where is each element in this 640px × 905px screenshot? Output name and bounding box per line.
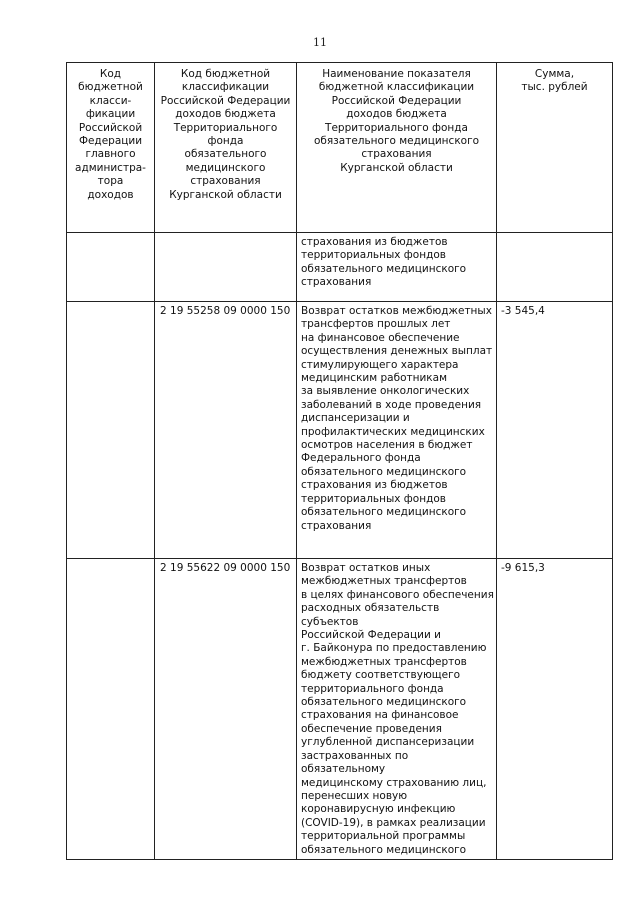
header-budget-code bbox=[155, 63, 297, 233]
header-indicator-name bbox=[297, 63, 497, 233]
indicator-name-cell bbox=[297, 233, 497, 302]
amount: -3 545,4 bbox=[501, 305, 545, 317]
admin-code bbox=[67, 559, 154, 562]
budget-code-cell bbox=[155, 302, 297, 559]
header-admin-code-text: Код бюджетной класси- фикации Российской Федерации главного администра- тора доходов bbox=[75, 68, 146, 201]
table-row bbox=[67, 302, 613, 559]
amount bbox=[497, 233, 612, 236]
budget-code: 2 19 55258 09 0000 150 bbox=[160, 305, 291, 317]
indicator-name: страхования из бюджетов территориальных фондов обязательного медицинского страхования bbox=[301, 236, 467, 289]
indicator-name: Возврат остатков иных межбюджетных трансфертов в целях финансового обеспечения расходных обязательств субъектов Российской Федерации и г. Байконура по предоставлению межбюджетных трансфертов бюджету соответствующего территориального фонда обязательного медицинского страхования на финансовое обеспечение проведения углубленной диспансеризации застрахованных по обязательному медицинскому страхованию лиц, перенесших новую коронавирусную инфекцию (COVID-19), в рамках реализации территориальной программы обязательного медицинского bbox=[301, 562, 494, 856]
amount: -9 615,3 bbox=[501, 562, 545, 574]
amount-cell bbox=[497, 233, 613, 302]
admin-code-cell bbox=[67, 559, 155, 860]
header-amount-text: Сумма, тыс. рублей bbox=[521, 68, 588, 94]
table-row bbox=[67, 559, 613, 860]
admin-code bbox=[67, 233, 154, 236]
header-indicator-name-text: Наименование показателя бюджетной классификации Российской Федерации доходов бюджета Территориального фонда обязательного медицинского страхования Курганской области bbox=[313, 68, 480, 174]
table-row bbox=[67, 233, 613, 302]
table-header-row bbox=[67, 63, 613, 233]
admin-code-cell bbox=[67, 233, 155, 302]
indicator-name-cell bbox=[297, 302, 497, 559]
budget-code-cell bbox=[155, 233, 297, 302]
header-admin-code bbox=[67, 63, 155, 233]
amount-cell bbox=[497, 559, 613, 860]
amount-cell bbox=[497, 302, 613, 559]
budget-code bbox=[155, 233, 296, 236]
header-budget-code-text: Код бюджетной классификации Российской Федерации доходов бюджета Территориального фонда обязательного медицинского страхования Курганской области bbox=[160, 68, 291, 201]
indicator-name-cell bbox=[297, 559, 497, 860]
admin-code bbox=[67, 302, 154, 305]
admin-code-cell bbox=[67, 302, 155, 559]
budget-code-cell bbox=[155, 559, 297, 860]
budget-code: 2 19 55622 09 0000 150 bbox=[160, 562, 291, 574]
budget-table bbox=[66, 62, 613, 860]
indicator-name: Возврат остатков межбюджетных трансфертов прошлых лет на финансовое обеспечение осуществления денежных выплат стимулирующего характера медицинским работникам за выявление онкологических заболеваний в ходе проведения диспансеризации и профилактических медицинских осмотров населения в бюджет Федерального фонда обязательного медицинского страхования из бюджетов территориальных фондов обязательного медицинского страхования bbox=[301, 305, 493, 532]
header-amount bbox=[497, 63, 613, 233]
page-number: 11 bbox=[313, 36, 327, 49]
